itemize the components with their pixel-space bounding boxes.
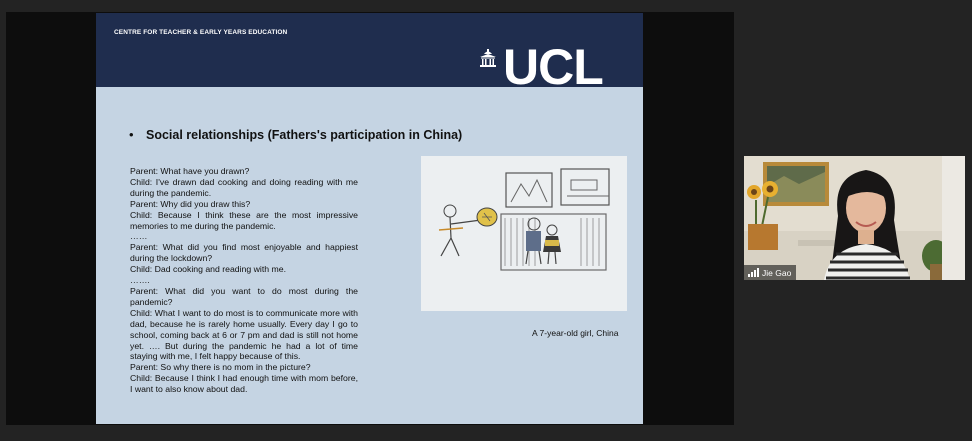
department-label: CENTRE FOR TEACHER & EARLY YEARS EDUCATION [114, 29, 288, 36]
dialogue-transcript [130, 166, 358, 395]
bullet-point [129, 127, 462, 142]
dialogue-line: Child: Because I think I had enough time with mom before, I want to also know about dad. [130, 373, 358, 395]
logo-wordmark: UCL [503, 39, 603, 95]
slide-heading: Social relationships (Fathers's participation in China) [146, 127, 463, 142]
dialogue-line: …… [130, 231, 148, 242]
dialogue-line: Parent: Why did you draw this? [130, 198, 251, 209]
dialogue-line: Child: Dad cooking and reading with me. [130, 264, 286, 275]
dialogue-line: Parent: So why there is no mom in the picture? [130, 362, 311, 373]
participant-video-tile[interactable] [744, 156, 965, 280]
dialogue-line: Parent: What did you find most enjoyable and happiest during the lockdown? [130, 242, 358, 264]
dialogue-line: ……. [130, 275, 150, 286]
image-caption: A 7-year-old girl, China [532, 328, 619, 338]
signal-strength-icon [748, 268, 759, 277]
participant-video-feed [744, 156, 965, 280]
slide-header [96, 13, 643, 95]
dialogue-line: Child: Because I think these are the most impressive memories to me during the pandemic. [130, 209, 358, 231]
portico-icon [479, 49, 497, 67]
dialogue-line: Child: I've drawn dad cooking and doing reading with me during the pandemic. [130, 176, 358, 198]
participant-name: Jie Gao [762, 267, 792, 278]
presentation-slide [96, 13, 643, 424]
child-drawing [421, 156, 627, 311]
bullet-symbol: • [129, 127, 134, 142]
ucl-logo [479, 39, 603, 95]
dialogue-line: Parent: What did you want to do most during the pandemic? [130, 285, 358, 307]
participant-name-tag [744, 265, 796, 280]
dialogue-line: Child: What I want to do most is to communicate more with dad, because he is rarely home usually. Every day I go to school, coming back at 6 or 7 pm and dad is still not home yet. …. But during the pandemic he had a lot of time staying with me, I felt happy because of this. [130, 307, 358, 362]
dialogue-line: Parent: What have you drawn? [130, 166, 250, 176]
